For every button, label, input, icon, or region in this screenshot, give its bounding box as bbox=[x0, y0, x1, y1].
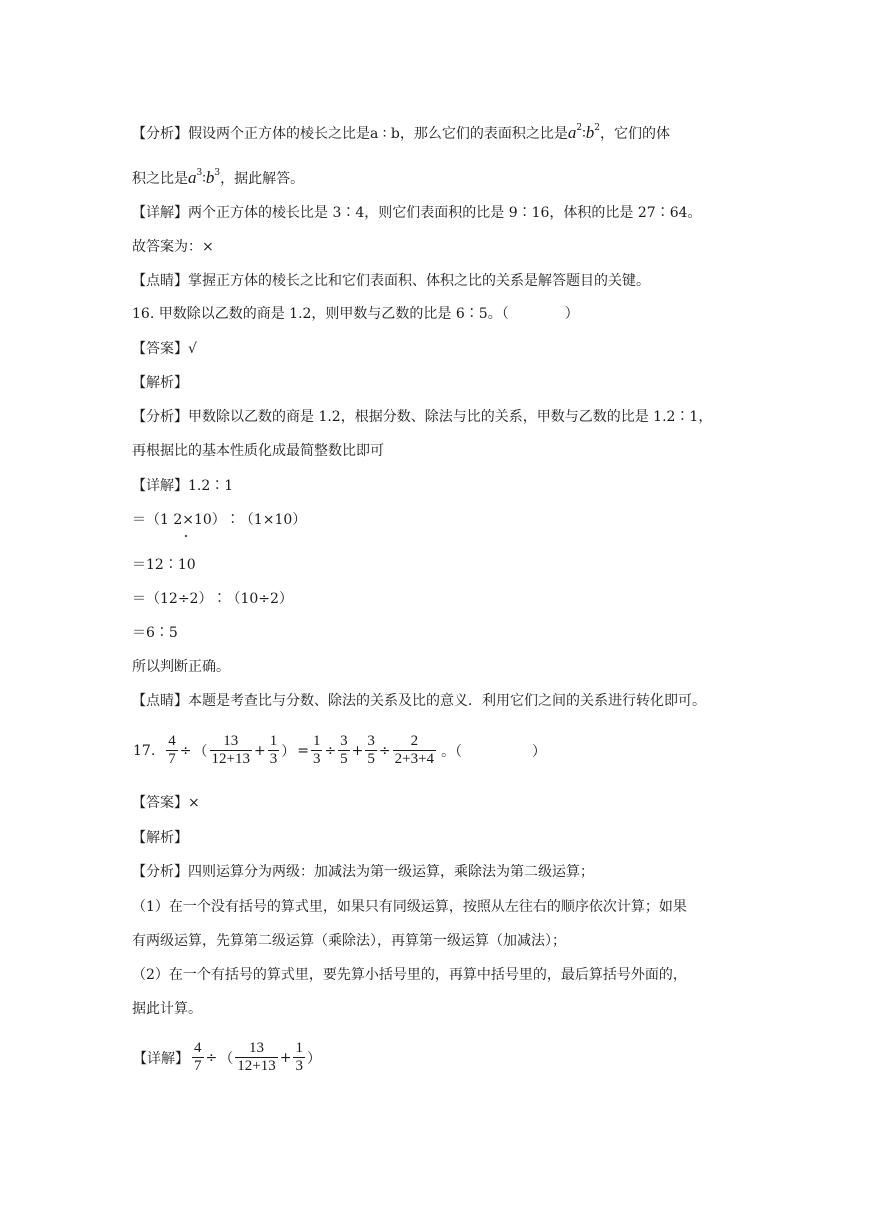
fraction bbox=[293, 1040, 305, 1075]
rule-2-line-2: 据此计算。 bbox=[132, 1001, 202, 1017]
denominator: 3 bbox=[269, 751, 278, 767]
numerator: 4 bbox=[194, 1040, 202, 1056]
left-paren: （ bbox=[219, 1050, 234, 1067]
fraction bbox=[338, 733, 350, 768]
detail-line: 【详解】两个正方体的棱长比是 3∶4，则它们表面积的比是 9∶16，体积的比是 27∶64。 bbox=[132, 205, 702, 221]
conclusion-line: 所以判断正确。 bbox=[132, 659, 230, 675]
exponent: 2 bbox=[594, 123, 600, 133]
numerator: 3 bbox=[367, 733, 375, 749]
left-paren: （ bbox=[193, 743, 208, 760]
fraction bbox=[235, 1040, 277, 1075]
divide-sign: ÷ bbox=[205, 1049, 218, 1066]
analysis-line-1 bbox=[132, 118, 670, 144]
rule-1-line-2: 有两级运算，先算第二级运算（乘除法），再算第一级运算（加减法）； bbox=[132, 933, 566, 949]
numerator: 1 bbox=[295, 1040, 303, 1056]
analysis-line-1: 【分析】甲数除以乙数的商是 1.2，根据分数、除法与比的关系，甲数与乙数的比是 1.2∶1， bbox=[132, 409, 713, 425]
fraction bbox=[166, 733, 178, 768]
analysis-line: 【分析】四则运算分为两级：加减法为第一级运算，乘除法为第二级运算； bbox=[132, 864, 594, 880]
divide-sign: ÷ bbox=[378, 742, 391, 759]
analysis-line-2 bbox=[132, 163, 304, 189]
analysis-line-2: 再根据比的基本性质化成最简整数比即可 bbox=[132, 443, 384, 459]
numerator: 13 bbox=[248, 1040, 264, 1056]
fraction bbox=[311, 733, 323, 768]
denominator: 2+3+4 bbox=[394, 751, 435, 767]
var-a: a bbox=[567, 123, 577, 142]
plus-sign: + bbox=[253, 742, 266, 759]
answer-label: 【答案】√ bbox=[132, 341, 197, 357]
step-2: ＝12∶10 bbox=[132, 557, 196, 573]
numerator: 1 bbox=[312, 733, 321, 749]
fraction bbox=[268, 733, 280, 768]
denominator: 7 bbox=[168, 751, 176, 767]
numerator: 4 bbox=[168, 733, 176, 749]
denominator: 3 bbox=[295, 1058, 303, 1074]
step-3: ＝（12÷2）∶（10÷2） bbox=[132, 591, 293, 607]
numerator: 13 bbox=[223, 733, 239, 749]
plus-sign: + bbox=[351, 742, 364, 759]
step-1: ＝（1 2×10）∶（1×10） bbox=[132, 512, 307, 528]
fraction bbox=[210, 733, 252, 768]
denominator: 5 bbox=[367, 751, 375, 767]
decimal-dot bbox=[185, 535, 187, 537]
denominator: 12+13 bbox=[211, 751, 250, 767]
numerator: 1 bbox=[269, 733, 278, 749]
detail-label: 【详解】 bbox=[133, 1050, 189, 1067]
jiexi-label: 【解析】 bbox=[132, 830, 188, 846]
numerator: 2 bbox=[410, 733, 419, 749]
divide-sign: ÷ bbox=[324, 742, 337, 759]
analysis-text: ，据此解答。 bbox=[220, 171, 305, 187]
step-4: ＝6∶5 bbox=[132, 625, 178, 641]
detail-line: 【详解】1.2∶1 bbox=[132, 478, 234, 494]
var-b: b bbox=[205, 168, 215, 187]
denominator: 7 bbox=[194, 1058, 202, 1074]
answer-label: 【答案】× bbox=[132, 795, 200, 811]
var-a: a bbox=[188, 168, 197, 187]
plus-sign: + bbox=[279, 1049, 292, 1066]
fraction bbox=[365, 733, 377, 768]
exponent: 3 bbox=[196, 168, 203, 178]
comment-line: 【点睛】掌握正方体的棱长之比和它们表面积、体积之比的关系是解答题目的关键。 bbox=[132, 273, 650, 289]
answer-blank: 。（ ） bbox=[441, 743, 547, 760]
divide-sign: ÷ bbox=[179, 742, 192, 759]
right-paren: ） bbox=[306, 1050, 321, 1067]
ratio-colon: ∶ bbox=[582, 126, 586, 142]
jiexi-label: 【解析】 bbox=[132, 375, 188, 391]
question-17-equation bbox=[132, 733, 547, 768]
question-16: 16. 甲数除以乙数的商是 1.2，则甲数与乙数的比是 6∶5。（ ） bbox=[132, 306, 579, 322]
exponent: 2 bbox=[576, 123, 583, 133]
detail-equation bbox=[132, 1040, 322, 1075]
denominator: 3 bbox=[312, 751, 321, 767]
answer-line: 故答案为：× bbox=[132, 239, 214, 255]
rule-1-line-1: （1）在一个没有括号的算式里，如果只有同级运算，按照从左往右的顺序依次计算；如果 bbox=[132, 899, 687, 915]
analysis-text: ，它们的体 bbox=[599, 126, 670, 142]
denominator: 5 bbox=[340, 751, 348, 767]
analysis-text: 【分析】假设两个正方体的棱长之比是a ∶ b，那么它们的表面积之比是 bbox=[132, 126, 568, 142]
fraction bbox=[393, 733, 436, 768]
analysis-text: 积之比是 bbox=[132, 171, 188, 187]
equals-sign: = bbox=[297, 742, 309, 759]
exponent: 3 bbox=[214, 168, 221, 178]
var-b: b bbox=[585, 123, 595, 142]
fraction bbox=[192, 1040, 204, 1075]
right-paren: ） bbox=[281, 743, 296, 760]
question-number: 17. bbox=[133, 742, 156, 759]
denominator: 12+13 bbox=[237, 1058, 276, 1074]
rule-2-line-1: （2）在一个有括号的算式里，要先算小括号里的，再算中括号里的，最后算括号外面的， bbox=[132, 967, 687, 983]
ratio-colon: ∶ bbox=[202, 171, 206, 187]
numerator: 3 bbox=[340, 733, 348, 749]
comment-line: 【点睛】本题是考查比与分数、除法的关系及比的意义．利用它们之间的关系进行转化即可。 bbox=[132, 693, 706, 709]
